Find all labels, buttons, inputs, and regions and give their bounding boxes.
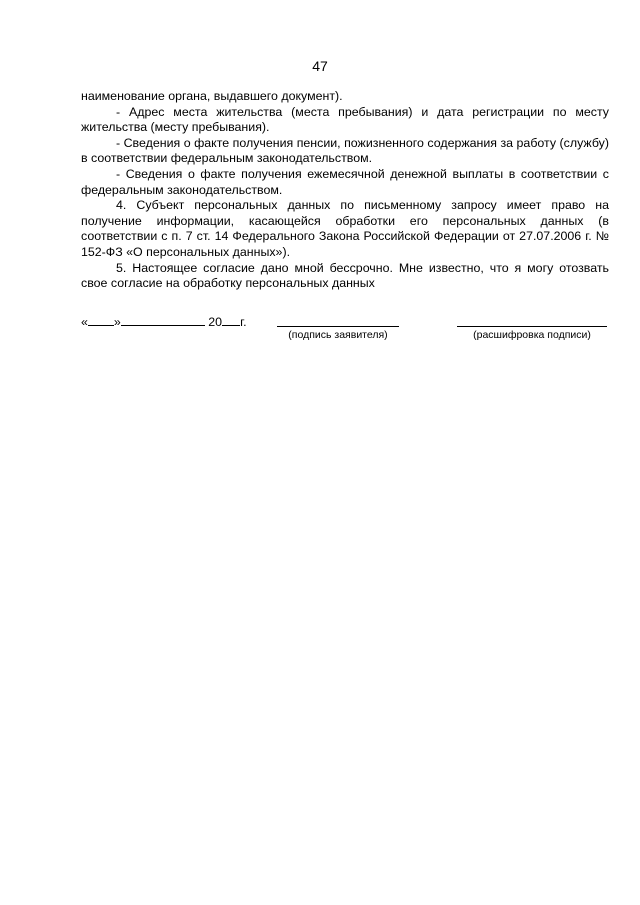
applicant-signature [277,313,399,341]
paragraph: - Адрес места жительства (места пребывания) и дата регистрации по месту жительства (месту пребывания). [81,104,609,135]
year-prefix: 20 [208,315,223,329]
open-quote: « [81,315,88,329]
signature-row [81,313,609,353]
page-number: 47 [312,58,328,74]
month-blank [121,313,205,326]
paragraph: 4. Субъект персональных данных по письменному запросу имеет право на получение информации, касающейся обработки его персональных данных (в соответствии с п. 7 ст. 14 Федерального Закона Российской Федерации от 27.07.2006 г. № 152-ФЗ «О персональных данных»). [81,198,609,259]
document-body [81,89,609,292]
year-blank [222,313,240,326]
year-suffix: г. [240,315,247,329]
signature-decoding-caption: (расшифровка подписи) [473,329,591,341]
paragraph: - Сведения о факте получения ежемесячной денежной выплаты в соответствии с федеральным законодательством. [81,166,609,197]
day-blank [88,313,114,326]
paragraph: 5. Настоящее согласие дано мной бессрочно. Мне известно, что я могу отозвать свое согласие на обработку персональных данных [81,260,609,291]
paragraph: наименование органа, выдавшего документ). [81,89,343,103]
date-field [81,313,247,329]
close-quote: » [113,315,121,329]
paragraph: - Сведения о факте получения пенсии, пожизненного содержания за работу (службу) в соответствии федеральным законодательством. [81,135,609,166]
signature-decoding-line [457,313,607,327]
signature-decoding [457,313,607,341]
applicant-signature-line [277,313,399,327]
applicant-signature-caption: (подпись заявителя) [288,329,388,341]
